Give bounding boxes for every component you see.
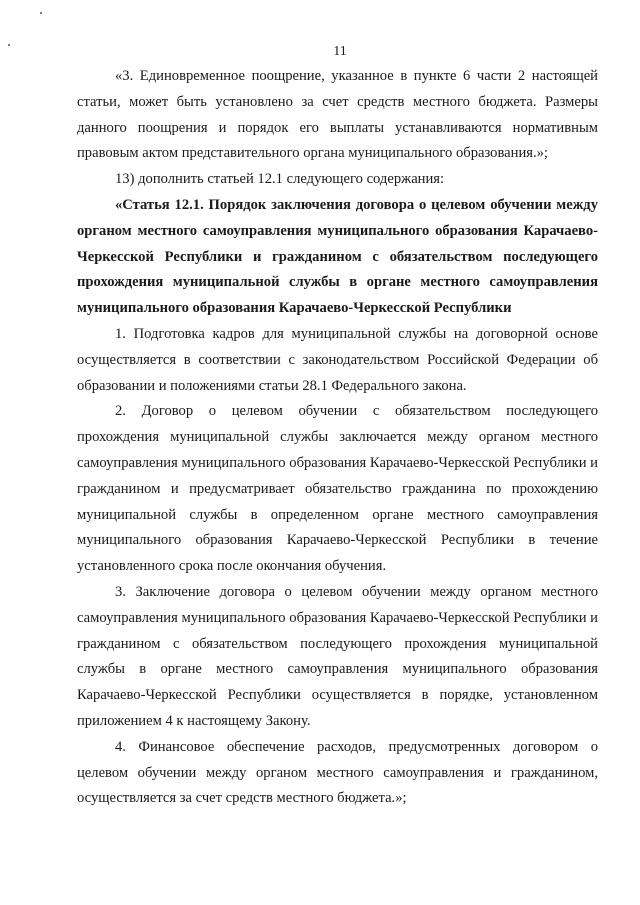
article-paragraph-1: 1. Подготовка кадров для муниципальной службы на договорной основе осуществляется в соответствии с законодательством Российской Федерации об образовании и положениями статьи 28.1 Федерального закона. — [77, 325, 598, 394]
scan-speck-1 — [40, 12, 42, 14]
page-number: 11 — [333, 44, 347, 59]
article-paragraph-2: 2. Договор о целевом обучении с обязательством последующего прохождения муниципальной службы заключается между органом местного самоуправления муниципального образования Карачаево-Черкесской Республики и гражданином и предусматривает обязательство гражданина по прохождению муниципальной службы в определенном органе местного самоуправления муниципального образования Карачаево-Черкесской Республики в течение установленного срока после окончания обучения. — [77, 403, 598, 575]
article-heading: «Статья 12.1. Порядок заключения договора о целевом обучении между органом местного самоуправления муниципального образования Карачаево-Черкесской Республики и гражданином с обязательством последующего прохождения муниципальной службы в органе местного самоуправления муниципального образования Карачаево-Черкесской Республики — [77, 196, 598, 317]
article-paragraph-3: 3. Заключение договора о целевом обучении между органом местного самоуправления муниципального образования Карачаево-Черкесской Республики и гражданином с обязательством последующего прохождения муниципальной службы в органе местного самоуправления муниципального образования Карачаево-Черкесской Республики осуществляется в порядке, установленном приложением 4 к настоящему Закону. — [77, 583, 598, 729]
article-paragraph-4: 4. Финансовое обеспечение расходов, предусмотренных договором о целевом обучении между органом местного самоуправления и гражданином, осуществляется за счет средств местного бюджета.»; — [77, 738, 598, 807]
document-body — [77, 64, 598, 812]
paragraph-bonus: «3. Единовременное поощрение, указанное в пункте 6 части 2 настоящей статьи, может быть установлено за счет средств местного бюджета. Размеры данного поощрения и порядок его выплаты устанавливаются нормативным правовым актом представительного органа муниципального образования.»; — [77, 68, 598, 162]
paragraph-amendment: 13) дополнить статьей 12.1 следующего содержания: — [115, 171, 445, 188]
